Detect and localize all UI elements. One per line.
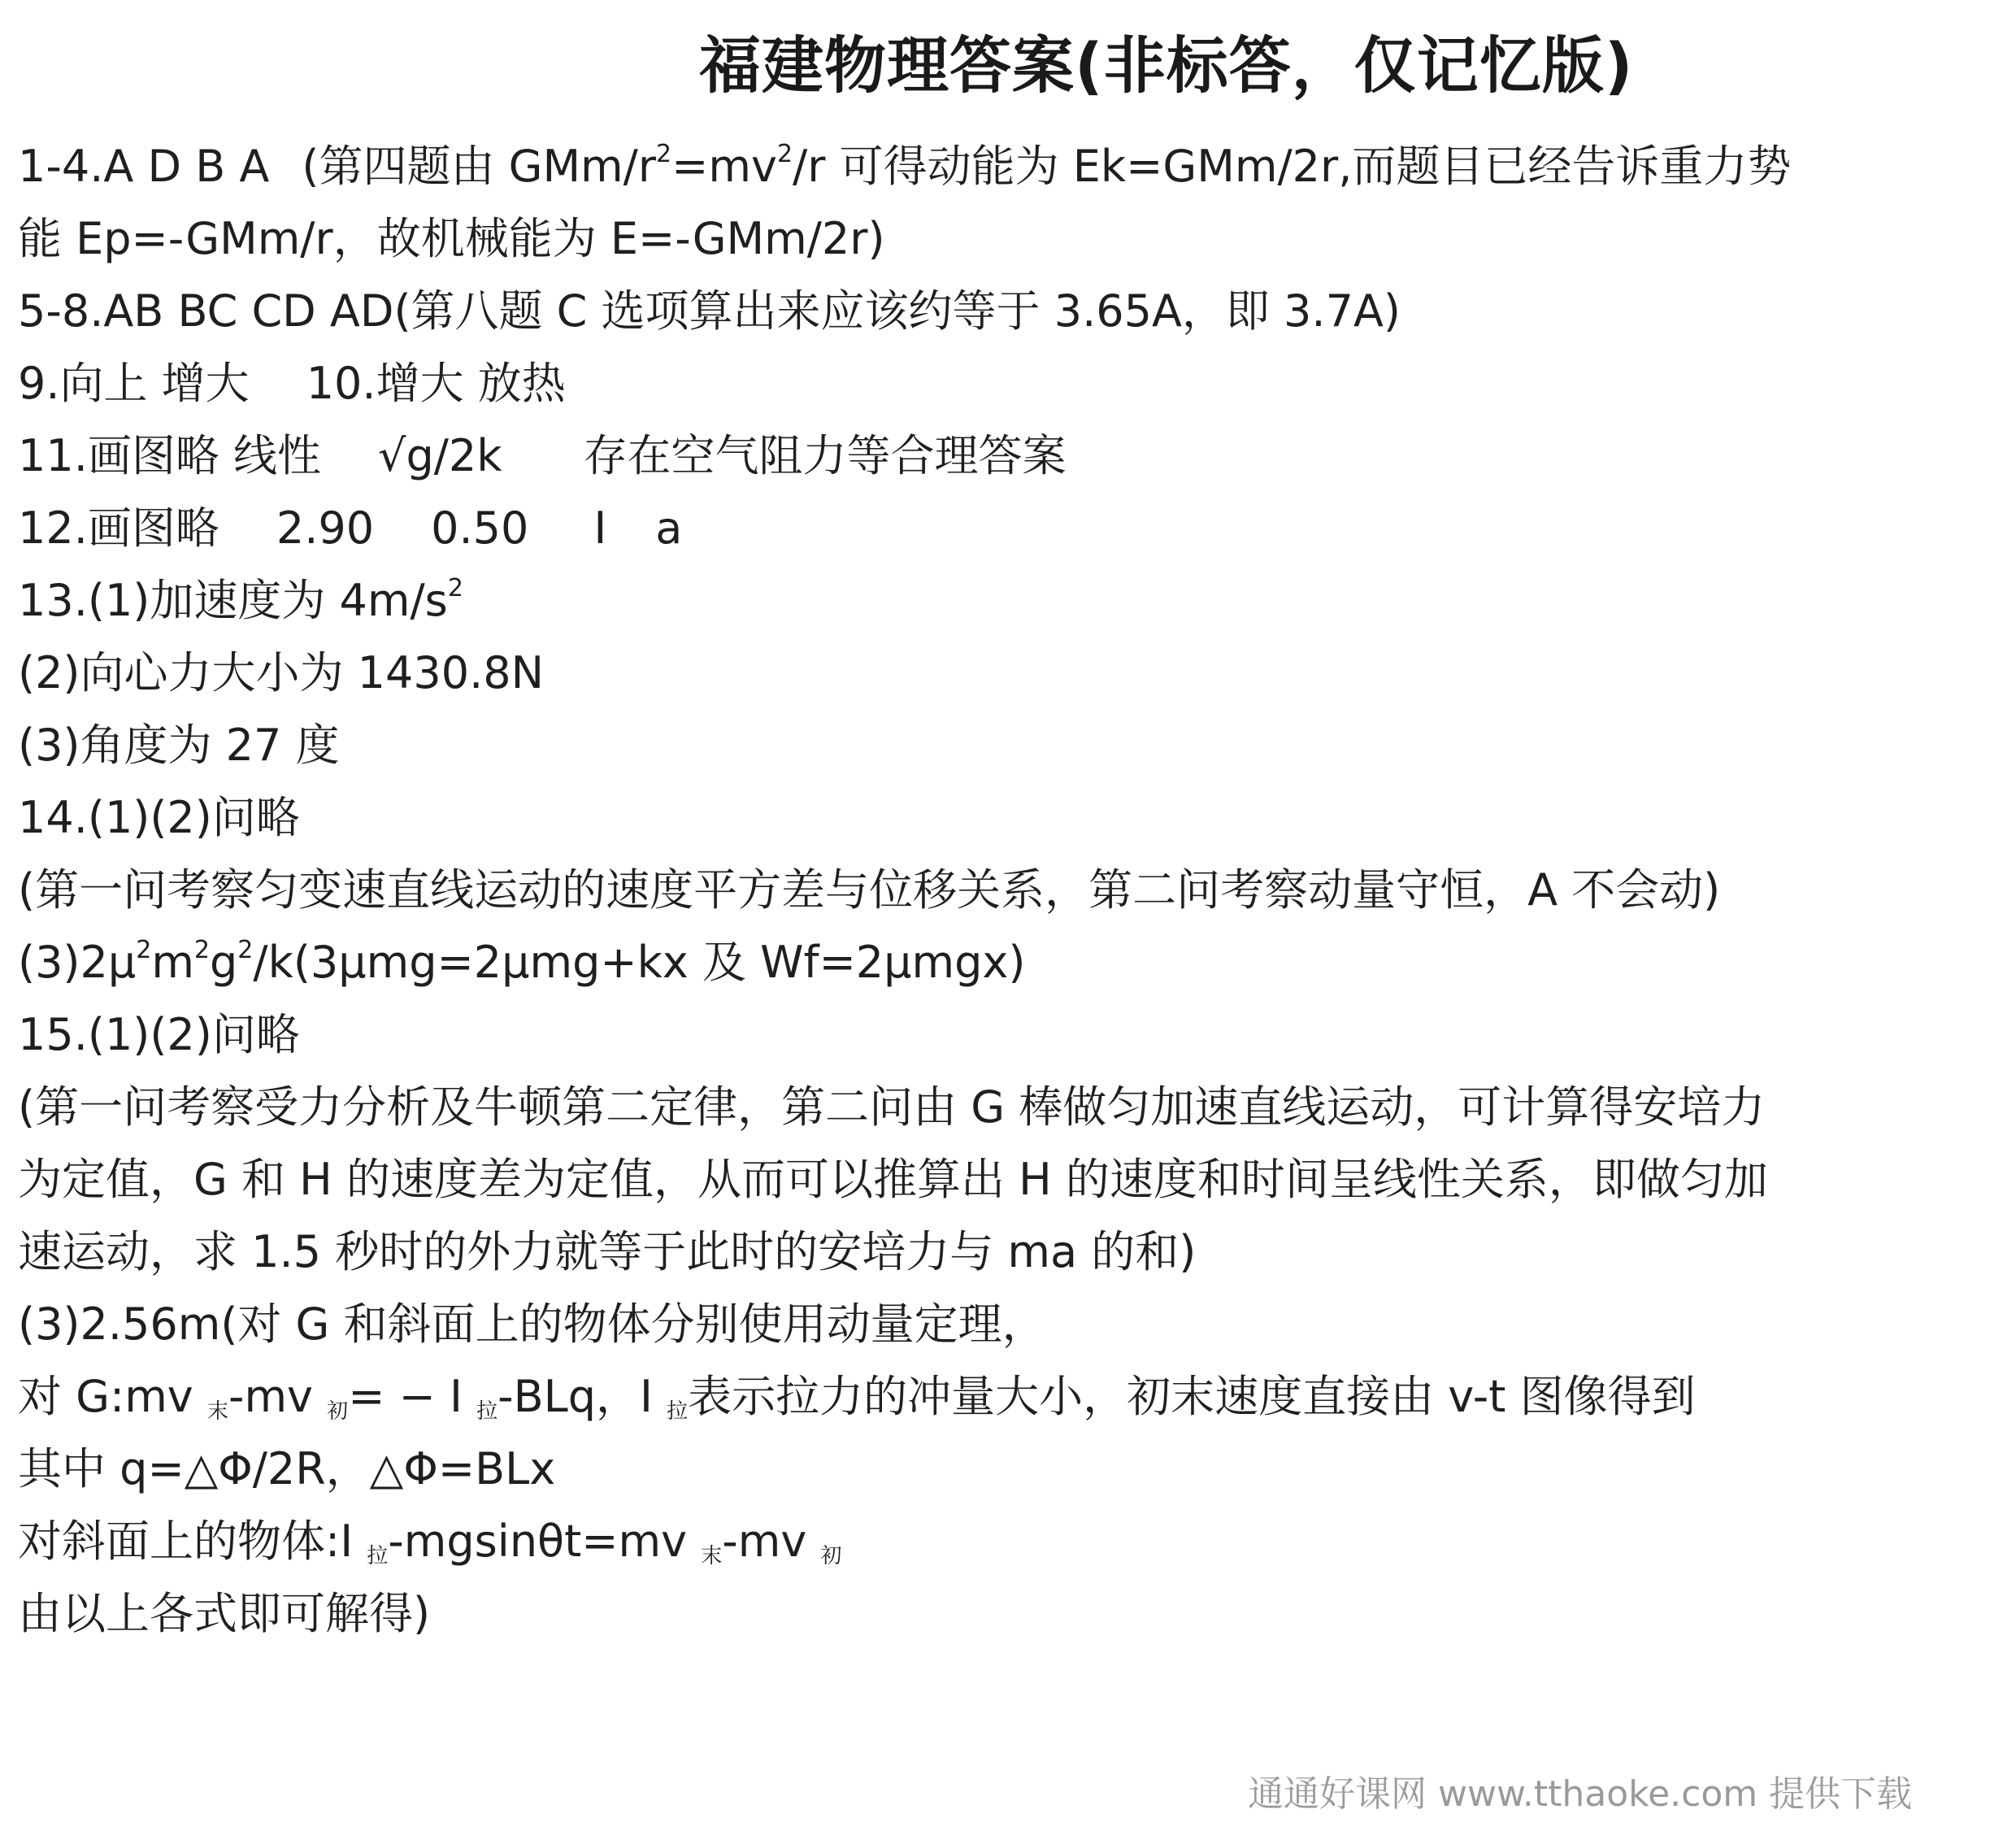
subscript: 初 bbox=[327, 1399, 349, 1424]
answer-text: g bbox=[210, 937, 238, 988]
answer-text: /k(3μmg=2μmg+kx 及 Wf=2μmgx) bbox=[253, 937, 1026, 988]
answer-line-13-1 bbox=[18, 564, 2001, 637]
answer-line-15: 15.(1)(2)问略 bbox=[18, 1009, 300, 1060]
superscript: 2 bbox=[776, 140, 793, 168]
subscript: 初 bbox=[820, 1544, 842, 1568]
answer-text: m bbox=[151, 937, 194, 988]
answer-text: a bbox=[655, 502, 683, 554]
answer-text: 对 G:mv bbox=[18, 1371, 207, 1422]
superscript: 2 bbox=[237, 936, 254, 964]
answer-text: 12.画图略 bbox=[18, 502, 219, 554]
answer-text: -mgsinθt=mv bbox=[388, 1516, 702, 1567]
superscript: 2 bbox=[193, 936, 211, 964]
answer-line-12 bbox=[18, 492, 2001, 564]
answer-text: 13.(1)加速度为 4m/s bbox=[18, 575, 448, 626]
subscript: 末 bbox=[701, 1544, 723, 1568]
page-title: 福建物理答案(非标答，仅记忆版) bbox=[699, 29, 1634, 102]
answer-text: -BLq，I bbox=[497, 1371, 667, 1422]
answer-text: 9.向上 增大 bbox=[18, 358, 250, 409]
answer-text: /r 可得动能为 Ek=GMm/2r,而题目已经告诉重力势 bbox=[793, 141, 1792, 192]
answer-line-11 bbox=[18, 420, 2001, 492]
answer-text: = − I bbox=[348, 1371, 477, 1422]
answer-line-15-3-g bbox=[18, 1360, 2001, 1433]
superscript: 2 bbox=[447, 574, 463, 602]
answer-line-15-note-2: 为定值，G 和 H 的速度差为定值，从而可以推算出 H 的速度和时间呈线性关系，即做匀加 bbox=[18, 1154, 1768, 1205]
subscript: 末 bbox=[206, 1399, 228, 1424]
answer-line-1-4 bbox=[18, 130, 2001, 202]
superscript: 2 bbox=[656, 140, 672, 168]
subscript: 拉 bbox=[367, 1544, 389, 1568]
answer-line-14-note: (第一问考察匀变速直线运动的速度平方差与位移关系，第二问考察动量守恒，A 不会动) bbox=[18, 864, 1721, 916]
answer-line-15-3: (3)2.56m(对 G 和斜面上的物体分别使用动量定理， bbox=[18, 1298, 1046, 1350]
answer-line-13-3: (3)角度为 27 度 bbox=[18, 720, 340, 771]
answer-text: 0.50 bbox=[431, 502, 529, 554]
answer-line-1-4-cont: 能 Ep=-GMm/r，故机械能为 E=-GMm/2r) bbox=[18, 213, 885, 264]
answer-text: 11.画图略 线性 bbox=[18, 430, 322, 481]
answer-line-15-3-end: 由以上各式即可解得) bbox=[18, 1588, 431, 1639]
answer-text: (3)2μ bbox=[18, 937, 137, 988]
superscript: 2 bbox=[136, 936, 152, 964]
answer-text: 表示拉力的冲量大小，初末速度直接由 v-t 图像得到 bbox=[688, 1371, 1696, 1422]
answer-line-13-2: (2)向心力大小为 1430.8N bbox=[18, 647, 544, 698]
subscript: 拉 bbox=[476, 1399, 498, 1424]
answer-line-5-8: 5-8.AB BC CD AD(第八题 C 选项算出来应该约等于 3.65A，即 3.7A) bbox=[18, 285, 1401, 337]
subscript: 拉 bbox=[667, 1399, 689, 1424]
watermark-footer: 通通好课网 www.tthaoke.com 提供下载 bbox=[1248, 1773, 1913, 1815]
answer-line-14: 14.(1)(2)问略 bbox=[18, 792, 300, 843]
answer-text: =mv bbox=[671, 141, 777, 192]
answer-text: 1-4.A D B A bbox=[18, 141, 270, 192]
answer-line-15-note-1: (第一问考察受力分析及牛顿第二定律，第二问由 G 棒做匀加速直线运动，可计算得安培力 bbox=[18, 1081, 1766, 1133]
answer-text: 对斜面上的物体:I bbox=[18, 1516, 367, 1567]
answer-text: 存在空气阻力等合理答案 bbox=[583, 430, 1067, 481]
answer-text: 10.增大 放热 bbox=[306, 358, 566, 409]
answer-line-15-note-3: 速运动，求 1.5 秒时的外力就等于此时的安培力与 ma 的和) bbox=[18, 1226, 1197, 1277]
answer-text: -mv bbox=[228, 1371, 328, 1422]
answer-text: -mv bbox=[722, 1516, 821, 1567]
answer-body bbox=[18, 130, 2001, 1650]
answer-text: √g/2k bbox=[378, 430, 502, 481]
answer-text: I bbox=[593, 502, 607, 554]
answer-text: (第四题由 GMm/r bbox=[302, 141, 657, 192]
answer-line-9-10 bbox=[18, 347, 2001, 420]
answer-text: 2.90 bbox=[276, 502, 375, 554]
answer-line-15-3-q: 其中 q=△Φ/2R，△Φ=BLx bbox=[18, 1443, 556, 1494]
answer-line-15-3-slope bbox=[18, 1505, 2001, 1577]
answer-line-14-3 bbox=[18, 926, 2001, 998]
